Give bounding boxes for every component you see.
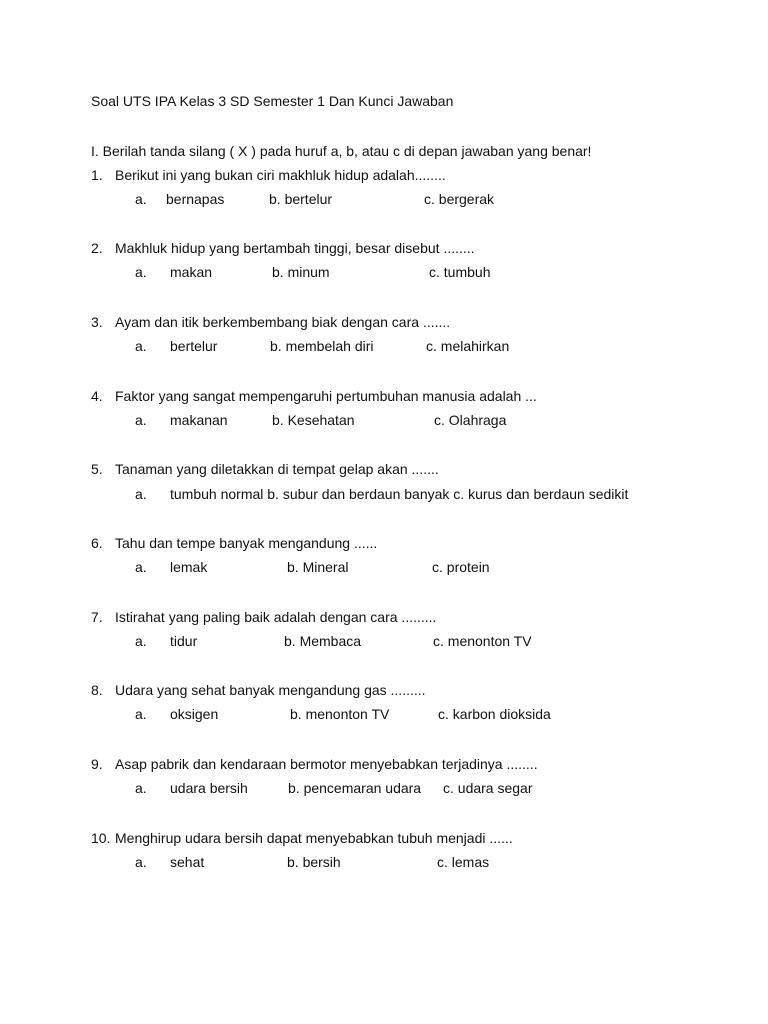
option-c: c. bergerak <box>424 191 495 207</box>
option-a-label: a. <box>135 412 147 428</box>
option-b: b. bersih <box>287 854 341 870</box>
instruction: I. Berilah tanda silang ( X ) pada huruf a, b, atau c di depan jawaban yang benar! <box>91 143 592 159</box>
question-text: Menghirup udara bersih dapat menyebabkan tubuh menjadi ...... <box>115 830 513 846</box>
question-text: Berikut ini yang bukan ciri makhluk hidup adalah........ <box>115 167 446 183</box>
option-a-label: a. <box>135 264 147 280</box>
question-number: 2. <box>91 240 103 256</box>
option-a-label: a. <box>135 706 147 722</box>
option-a: bertelur <box>170 338 218 354</box>
option-a: tumbuh normal b. subur dan berdaun banyak c. kurus dan berdaun sedikit <box>170 486 629 502</box>
option-a-label: a. <box>135 486 147 502</box>
question-text: Faktor yang sangat mempengaruhi pertumbuhan manusia adalah ... <box>115 388 537 404</box>
question-text: Ayam dan itik berkembembang biak dengan cara ....... <box>115 314 451 330</box>
question-number: 8. <box>91 682 103 698</box>
option-a: makanan <box>170 412 228 428</box>
question-8 <box>91 683 426 697</box>
question-text: Tahu dan tempe banyak mengandung ...... <box>115 535 378 551</box>
question-text: Udara yang sehat banyak mengandung gas ......... <box>115 682 426 698</box>
option-a-label: a. <box>135 854 147 870</box>
option-a: lemak <box>170 559 208 575</box>
option-a-label: a. <box>135 633 147 649</box>
page-title: Soal UTS IPA Kelas 3 SD Semester 1 Dan Kunci Jawaban <box>91 93 454 109</box>
question-number: 5. <box>91 461 103 477</box>
option-b: b. bertelur <box>269 191 333 207</box>
question-text: Istirahat yang paling baik adalah dengan cara ......... <box>115 609 437 625</box>
question-7 <box>91 610 436 624</box>
question-text: Makhluk hidup yang bertambah tinggi, besar disebut ........ <box>115 240 475 256</box>
option-c: c. Olahraga <box>434 412 507 428</box>
question-number: 3. <box>91 314 103 330</box>
option-b: b. membelah diri <box>270 338 374 354</box>
option-a: udara bersih <box>170 780 248 796</box>
question-text: Tanaman yang diletakkan di tempat gelap akan ....... <box>115 461 439 477</box>
question-3 <box>91 315 450 329</box>
question-number: 1. <box>91 167 103 183</box>
question-1 <box>91 168 446 182</box>
option-a: makan <box>170 264 213 280</box>
question-2 <box>91 241 475 255</box>
option-c: c. karbon dioksida <box>438 706 551 722</box>
question-10 <box>91 831 513 845</box>
option-b: b. Membaca <box>284 633 362 649</box>
option-c: c. udara segar <box>443 780 533 796</box>
question-5 <box>91 462 439 476</box>
option-b: b. minum <box>272 264 330 280</box>
option-a: bernapas <box>166 191 225 207</box>
option-c: c. melahirkan <box>426 338 510 354</box>
option-a: sehat <box>170 854 205 870</box>
option-a-label: a. <box>135 191 147 207</box>
question-number: 7. <box>91 609 103 625</box>
question-number: 10. <box>91 830 111 846</box>
option-c: c. tumbuh <box>429 264 491 280</box>
option-c: c. lemas <box>437 854 490 870</box>
question-number: 4. <box>91 388 103 404</box>
option-a: tidur <box>170 633 198 649</box>
question-4 <box>91 389 537 403</box>
option-a-label: a. <box>135 780 147 796</box>
option-a-label: a. <box>135 338 147 354</box>
question-number: 9. <box>91 756 103 772</box>
question-6 <box>91 536 377 550</box>
question-text: Asap pabrik dan kendaraan bermotor menyebabkan terjadinya ........ <box>115 756 538 772</box>
option-b: b. pencemaran udara <box>288 780 422 796</box>
option-c: c. protein <box>432 559 490 575</box>
option-b: b. Mineral <box>287 559 349 575</box>
question-number: 6. <box>91 535 103 551</box>
option-b: b. menonton TV <box>290 706 390 722</box>
question-9 <box>91 757 538 771</box>
option-c: c. menonton TV <box>433 633 532 649</box>
option-b: b. Kesehatan <box>272 412 355 428</box>
option-a: oksigen <box>170 706 219 722</box>
option-a-label: a. <box>135 559 147 575</box>
